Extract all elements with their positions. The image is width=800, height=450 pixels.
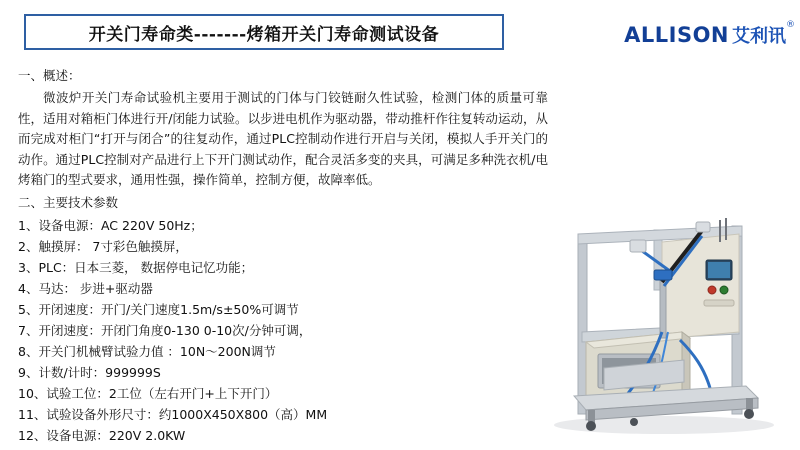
content-body bbox=[18, 66, 548, 446]
list-item: 2、触摸屏： 7寸彩色触摸屏， bbox=[18, 238, 188, 254]
list-item: 12、设备电源：220V 2.0KW bbox=[18, 427, 186, 443]
logo-cn-chars: 艾利讯 bbox=[732, 26, 786, 47]
equipment-photo bbox=[534, 182, 792, 440]
registered-mark-icon: ® bbox=[786, 20, 795, 30]
list-item: 9、计数/计时：999999S bbox=[18, 364, 161, 380]
overview-heading: 一、概述： bbox=[18, 68, 81, 83]
specs-heading: 二、主要技术参数 bbox=[18, 194, 119, 210]
equipment-photo-svg bbox=[534, 182, 792, 440]
list-item-text: 7、开闭速度：开闭门角度0-130 0-10次/分钟可调， bbox=[18, 322, 312, 338]
list-item: 5、开闭速度：开门/关门速度1.5m/s±50%可调节 bbox=[18, 301, 299, 317]
title-box bbox=[24, 14, 504, 50]
logo-text-cn bbox=[732, 20, 795, 47]
list-item: 10、试验工位：2工位（左右开门+上下开门） bbox=[18, 385, 278, 401]
list-item: 8、开关门机械臂试验力值 ：10N～200N调节 bbox=[18, 343, 276, 359]
list-item: 3、PLC：日本三菱， 数据停电记忆功能； bbox=[18, 259, 254, 275]
list-item: 4、马达： 步进+驱动器 bbox=[18, 280, 153, 296]
overview-paragraph: 微波炉开关门寿命试验机主要用于测试的门体与门铰链耐久性试验，检测门体的质量可靠性，适用对箱柜门体进行开/闭能力试验。以步进电机作为驱动器，带动推杆作往复转动运动，从而完成对柜门“打开与闭合”的往复动作，通过PLC控制动作进行开启与关闭，模拟人手开关门的动作。通过PLC控制对产品进行上下开门测试动作，配合灵活多变的夹具，可满足多种洗衣机/电烤箱门的型式要求，通用性强，操作简单，控制方便，故障率低。 bbox=[18, 90, 548, 187]
specs-list bbox=[18, 215, 548, 446]
list-item bbox=[18, 320, 548, 341]
page-title: 开关门寿命类-------烤箱开关门寿命测试设备 bbox=[88, 24, 440, 45]
logo-text-en: ALLISON bbox=[624, 23, 729, 47]
page-header bbox=[0, 0, 800, 62]
list-item: 1、设备电源：AC 220V 50Hz； bbox=[18, 217, 203, 233]
list-item: 11、试验设备外形尺寸：约1000X450X800（高）MM bbox=[18, 406, 328, 422]
brand-logo bbox=[624, 12, 795, 47]
